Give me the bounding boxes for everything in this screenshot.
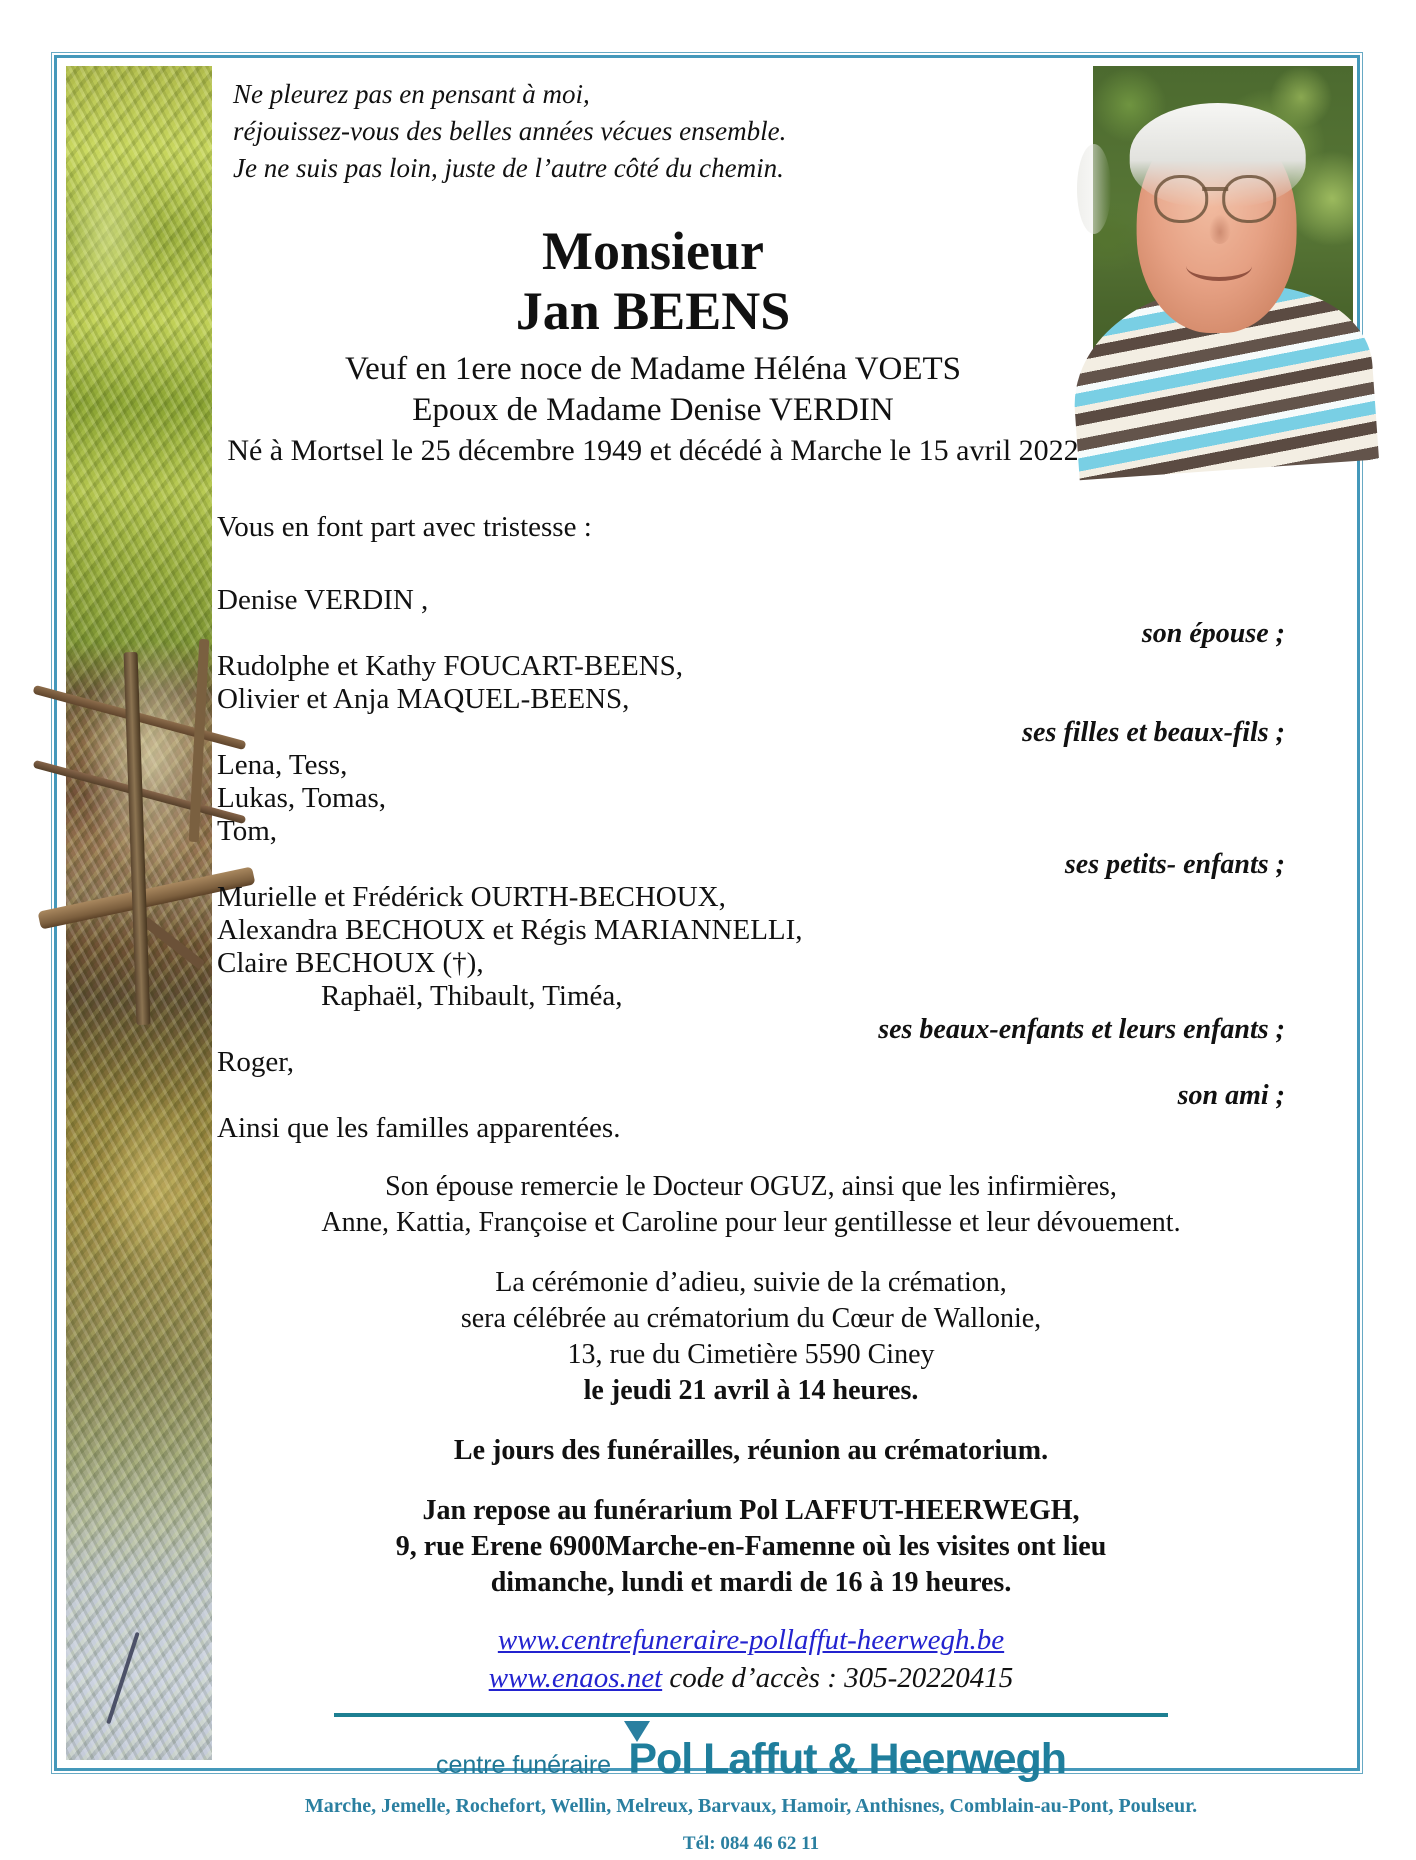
card-content	[217, 58, 1285, 1854]
funeral-home-website-link[interactable]: www.centrefuneraire-pollaffut-heerwegh.be	[497, 1624, 1005, 1656]
repose-block	[217, 1493, 1285, 1601]
logo-large-text: Pol Laffut & Heerwegh	[628, 1735, 1067, 1783]
funeral-home-logo	[217, 1735, 1285, 1783]
footer-phone: Tél: 084 46 62 11	[682, 1833, 820, 1854]
bridge-post	[124, 652, 151, 1025]
family-name-line: Claire BECHOUX (†),	[217, 947, 484, 979]
family-name-line: Murielle et Frédérick OURTH-BECHOUX,	[217, 881, 726, 913]
logo-large-wrap	[628, 1735, 1067, 1783]
epigraph-line: Je ne suis pas loin, juste de l’autre côté du chemin.	[233, 153, 784, 183]
family-name-line: Tom,	[217, 815, 277, 847]
life-dates: Né à Mortsel le 25 décembre 1949 et décédé à Marche le 15 avril 2022	[227, 434, 1079, 467]
thanks-block	[217, 1169, 1285, 1241]
logo-small-text: centre funéraire	[435, 1751, 612, 1779]
header-block	[217, 221, 1089, 469]
ceremony-line: La cérémonie d’adieu, suivie de la crémation,	[495, 1267, 1007, 1298]
nature-photo-sidebar	[66, 66, 212, 1760]
family-name-line: Alexandra BECHOUX et Régis MARIANNELLI,	[217, 914, 803, 946]
water-branch	[107, 1632, 140, 1725]
thanks-line: Son épouse remercie le Docteur OGUZ, ainsi que les infirmières,	[385, 1171, 1117, 1202]
links-block	[217, 1621, 1285, 1697]
marriage-lines	[217, 349, 1089, 431]
family-list	[217, 584, 1285, 1145]
logo-triangle-icon	[624, 1721, 650, 1742]
bridge-brace	[141, 917, 205, 970]
ceremony-line: sera célébrée au crématorium du Cœur de Wallonie,	[460, 1303, 1042, 1334]
spouse-line: Epoux de Madame Denise VERDIN	[412, 392, 894, 428]
family-name-line: Denise VERDIN ,	[217, 584, 429, 616]
title-civility: Monsieur	[542, 221, 764, 281]
thanks-line: Anne, Kattia, Françoise et Caroline pour leur gentillesse et leur dévouement.	[321, 1207, 1181, 1238]
repose-line: dimanche, lundi et mardi de 16 à 19 heures.	[490, 1567, 1012, 1598]
deceased-name: Jan BEENS	[515, 281, 791, 341]
family-name-line: Rudolphe et Kathy FOUCART-BEENS,	[217, 650, 684, 682]
family-name-line: Olivier et Anja MAQUEL-BEENS,	[217, 683, 630, 715]
footer-cities: Marche, Jemelle, Rochefort, Wellin, Melreux, Barvaux, Hamoir, Anthisnes, Comblain-au-Pont, Poulseur.	[304, 1795, 1198, 1817]
widow-line: Veuf en 1ere noce de Madame Héléna VOETS	[344, 351, 962, 387]
family-name-line: Raphaël, Thibault, Timéa,	[321, 980, 623, 1012]
family-name-line: Lukas, Tomas,	[217, 782, 387, 814]
mourning-card	[54, 55, 1360, 1854]
family-relation-label: son ami ;	[1177, 1080, 1285, 1111]
teal-divider-rule	[334, 1713, 1167, 1717]
access-code: code d’accès : 305-20220415	[669, 1662, 1014, 1694]
family-relation-label: ses beaux-enfants et leurs enfants ;	[878, 1014, 1285, 1045]
family-relation-label: son épouse ;	[1141, 618, 1285, 649]
reunion-line: Le jours des funérailles, réunion au crématorium.	[453, 1435, 1049, 1466]
family-name-line: Roger,	[217, 1046, 294, 1078]
enaos-link[interactable]: www.enaos.net	[488, 1662, 663, 1694]
ceremony-datetime: le jeudi 21 avril à 14 heures.	[583, 1375, 919, 1406]
family-name-line: Lena, Tess,	[217, 749, 348, 781]
epigraph-line: réjouissez-vous des belles années vécues ensemble.	[233, 116, 787, 146]
epigraph	[233, 76, 1285, 187]
repose-line: Jan repose au funérarium Pol LAFFUT-HEERWEGH,	[422, 1495, 1080, 1526]
announcement-intro: Vous en font part avec tristesse :	[217, 511, 592, 543]
repose-line: 9, rue Erene 6900Marche-en-Famenne où les visites ont lieu	[395, 1531, 1107, 1562]
epigraph-line: Ne pleurez pas en pensant à moi,	[233, 79, 590, 109]
family-relation-label: ses petits- enfants ;	[1064, 849, 1285, 880]
page-title	[217, 221, 1089, 341]
family-relation-label: ses filles et beaux-fils ;	[1022, 717, 1285, 748]
ceremony-block	[217, 1265, 1285, 1409]
ceremony-address: 13, rue du Cimetière 5590 Ciney	[567, 1339, 935, 1370]
family-name-line: Ainsi que les familles apparentées.	[217, 1112, 621, 1144]
